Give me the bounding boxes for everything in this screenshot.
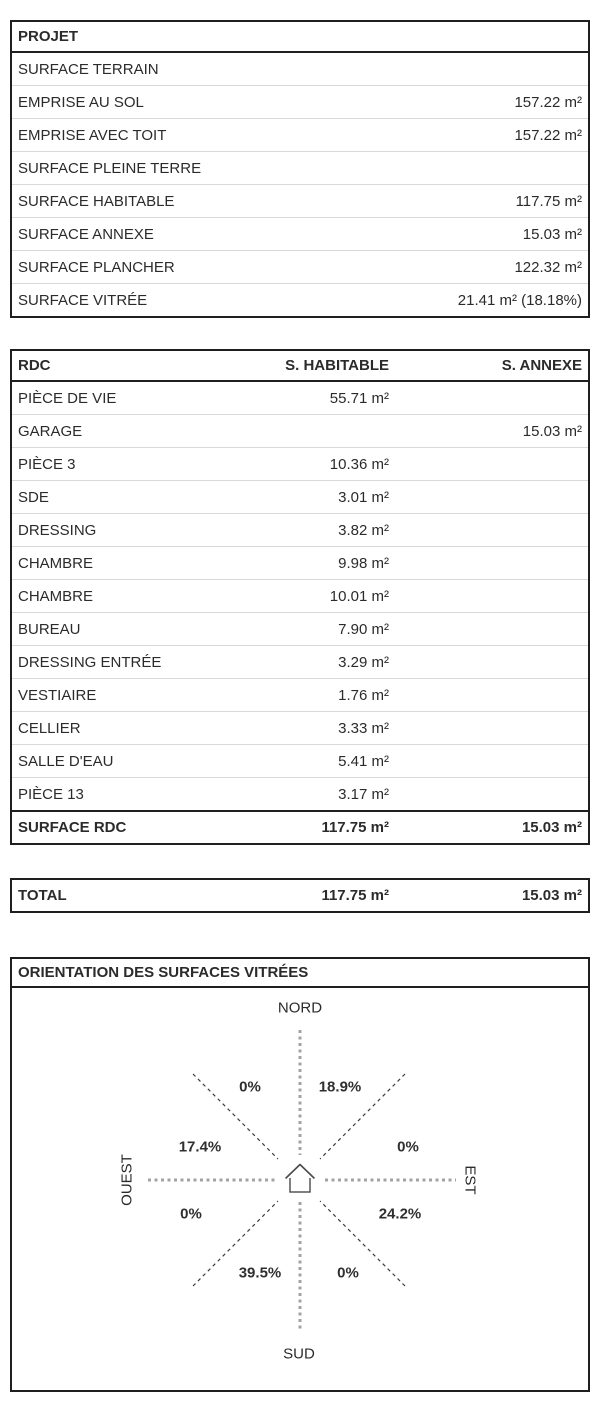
column-header-annexe: S. ANNEXE — [501, 357, 582, 374]
rdc-footer-row — [12, 810, 588, 843]
room-label: VESTIAIRE — [18, 686, 97, 704]
sector-pct-wnw: 17.4% — [178, 1138, 222, 1156]
table-row — [12, 415, 588, 448]
room-label: PIÈCE 3 — [18, 455, 76, 473]
row-value: 157.22 m² — [514, 126, 582, 144]
row-label: SURFACE VITRÉE — [18, 291, 148, 309]
row-label: EMPRISE AVEC TOIT — [18, 126, 167, 144]
total-label: TOTAL — [18, 887, 67, 904]
project-summary-table — [10, 20, 590, 318]
column-header-habitable: S. HABITABLE — [285, 357, 389, 374]
sector-pct-nnw: 0% — [239, 1078, 261, 1096]
table-row — [12, 679, 588, 712]
direction-label-east: EST — [461, 1165, 479, 1195]
total-habitable: 117.75 m² — [321, 887, 389, 904]
table-row — [12, 53, 588, 86]
rdc-table-header — [12, 351, 588, 382]
row-value: 117.75 m² — [515, 192, 582, 210]
table-row — [12, 613, 588, 646]
table-row — [12, 218, 588, 251]
room-label: SDE — [18, 488, 49, 506]
direction-label-north: NORD — [277, 999, 323, 1017]
row-value: 157.22 m² — [514, 93, 582, 111]
table-row — [12, 86, 588, 119]
row-label: SURFACE ANNEXE — [18, 225, 154, 243]
room-label: PIÈCE DE VIE — [18, 389, 117, 407]
room-surface-habitable: 5.41 m² — [338, 752, 389, 770]
sector-pct-ene: 0% — [397, 1138, 419, 1156]
rdc-rooms-table — [10, 349, 590, 845]
sector-pct-sse: 0% — [337, 1264, 359, 1282]
project-table-title: PROJET — [12, 22, 588, 53]
rdc-header-title: RDC — [18, 357, 51, 374]
room-surface-habitable: 10.01 m² — [329, 587, 389, 605]
room-label: GARAGE — [18, 422, 83, 440]
room-surface-habitable: 7.90 m² — [338, 620, 389, 638]
room-surface-habitable: 3.01 m² — [338, 488, 389, 506]
sector-pct-nne: 18.9% — [318, 1078, 362, 1096]
direction-label-west: OUEST — [118, 1154, 136, 1206]
table-row — [12, 745, 588, 778]
table-row — [12, 580, 588, 613]
table-row — [12, 185, 588, 218]
table-row — [12, 778, 588, 810]
total-table — [10, 878, 590, 913]
room-surface-habitable: 3.33 m² — [338, 719, 389, 737]
orientation-panel — [10, 957, 590, 1392]
room-surface-habitable: 10.36 m² — [329, 455, 389, 473]
rdc-footer-annexe: 15.03 m² — [521, 819, 582, 836]
room-surface-annexe: 15.03 m² — [522, 422, 582, 440]
rdc-footer-label: SURFACE RDC — [18, 819, 127, 836]
table-row — [12, 251, 588, 284]
sector-pct-wsw: 0% — [180, 1205, 202, 1223]
room-label: BUREAU — [18, 620, 81, 638]
row-value: 15.03 m² — [522, 225, 582, 243]
room-label: PIÈCE 13 — [18, 785, 84, 803]
row-label: SURFACE TERRAIN — [18, 60, 159, 78]
rdc-footer-habitable: 117.75 m² — [321, 819, 389, 836]
rdc-rows — [12, 382, 588, 810]
room-label: DRESSING — [18, 521, 97, 539]
room-surface-habitable: 3.29 m² — [338, 653, 389, 671]
room-label: CHAMBRE — [18, 587, 94, 605]
room-surface-habitable: 1.76 m² — [338, 686, 389, 704]
glazing-orientation-compass — [12, 988, 588, 1390]
table-row — [12, 481, 588, 514]
room-surface-habitable: 55.71 m² — [329, 389, 389, 407]
table-row — [12, 712, 588, 745]
house-icon — [286, 1165, 314, 1193]
table-row — [12, 448, 588, 481]
room-label: SALLE D'EAU — [18, 752, 114, 770]
room-surface-habitable: 3.17 m² — [338, 785, 389, 803]
sector-pct-ese: 24.2% — [378, 1205, 422, 1223]
row-value: 122.32 m² — [514, 258, 582, 276]
table-row — [12, 119, 588, 152]
table-row — [12, 514, 588, 547]
total-annexe: 15.03 m² — [521, 887, 582, 904]
room-label: DRESSING ENTRÉE — [18, 653, 162, 671]
table-row — [12, 547, 588, 580]
orientation-panel-title: ORIENTATION DES SURFACES VITRÉES — [12, 959, 588, 988]
sector-pct-ssw: 39.5% — [238, 1264, 282, 1282]
room-surface-habitable: 3.82 m² — [338, 521, 389, 539]
row-value: 21.41 m² (18.18%) — [457, 291, 582, 309]
room-label: CHAMBRE — [18, 554, 94, 572]
row-label: EMPRISE AU SOL — [18, 93, 144, 111]
row-label: SURFACE PLEINE TERRE — [18, 159, 202, 177]
row-label: SURFACE PLANCHER — [18, 258, 175, 276]
table-row — [12, 152, 588, 185]
project-rows — [12, 53, 588, 316]
room-label: CELLIER — [18, 719, 81, 737]
direction-label-south: SUD — [283, 1345, 315, 1363]
room-surface-habitable: 9.98 m² — [338, 554, 389, 572]
table-row — [12, 646, 588, 679]
table-row — [12, 284, 588, 316]
row-label: SURFACE HABITABLE — [18, 192, 175, 210]
table-row — [12, 382, 588, 415]
total-row — [12, 880, 588, 911]
